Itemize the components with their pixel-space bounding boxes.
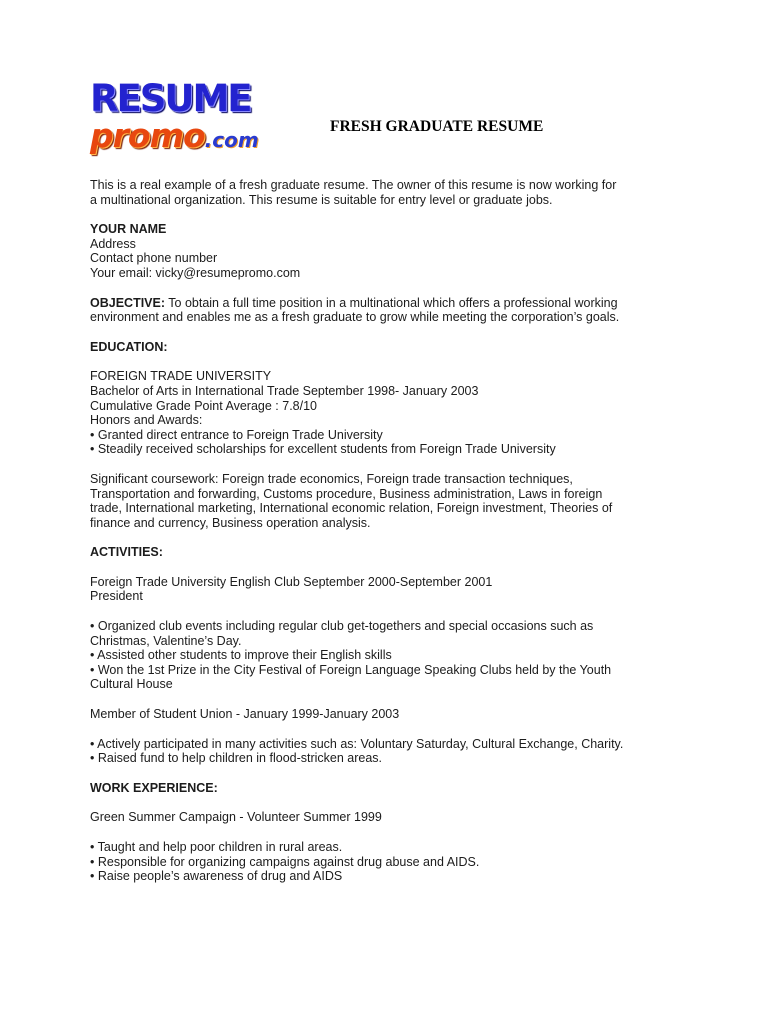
work-bullets [90,840,624,884]
bullet-item: • Actively participated in many activities such as: Voluntary Saturday, Cultural Exchange, Charity. [90,736,624,751]
document-header [90,77,624,168]
bullet-item: • Organized club events including regular club get-togethers and special occasions such as Christmas, Valentine’s Day. [90,619,594,648]
education-degree: Bachelor of Arts in International Trade September 1998- January 2003 [90,383,479,398]
contact-name: YOUR NAME [90,222,167,237]
contact-block [90,222,624,280]
activities-union-bullets [90,737,624,766]
contact-email: Your email: vicky@resumepromo.com [90,265,301,280]
objective-text: To obtain a full time position in a multinational which offers a professional working environment and enables me as a fresh graduate to grow while meeting the corporation’s goals. [90,295,620,325]
education-block [90,369,624,457]
contact-phone: Contact phone number [90,251,218,266]
bullet-item: • Taught and help poor children in rural areas. [90,840,343,854]
bullet-item: • Raise people’s awareness of drug and AIDS [90,869,343,884]
activities-club-role: President [90,589,143,604]
bullet-item: • Assisted other students to improve their English skills [90,648,392,663]
education-honors-label: Honors and Awards: [90,413,203,428]
education-coursework: Significant coursework: Foreign trade economics, Foreign trade transaction techniques, Transportation and forwarding, Customs procedure, Business administration, Laws in foreign trade, International marketing, International economic relation, Foreign investment, Theories of finance and currency, Business operation analysis. [90,471,613,530]
activities-club-block [90,575,624,604]
section-heading-education: EDUCATION: [90,339,168,354]
bullet-item: • Granted direct entrance to Foreign Trade University [90,427,383,442]
education-gpa: Cumulative Grade Point Average : 7.8/10 [90,398,317,413]
page-title: FRESH GRADUATE RESUME [330,118,544,135]
section-heading-activities: ACTIVITIES: [90,545,163,560]
objective-label: OBJECTIVE: [90,295,166,310]
intro-paragraph: This is a real example of a fresh graduate resume. The owner of this resume is now working for a multinational organization. This resume is suitable for entry level or graduate jobs. [90,178,617,207]
logo-promo-text: promo [90,116,205,155]
activities-club-line: Foreign Trade University English Club September 2000-September 2001 [90,574,493,589]
bullet-item: • Responsible for organizing campaigns against drug abuse and AIDS. [90,854,480,869]
logo-bottom-row [90,116,262,155]
contact-address: Address [90,236,136,251]
bullet-item: • Won the 1st Prize in the City Festival of Foreign Language Speaking Clubs held by the Youth Cultural House [90,662,612,692]
bullet-item: • Steadily received scholarships for excellent students from Foreign Trade University [90,442,556,457]
work-job-line: Green Summer Campaign - Volunteer Summer 1999 [90,810,382,825]
document-content [90,77,624,899]
education-school: FOREIGN TRADE UNIVERSITY [90,369,272,384]
bullet-item: • Raised fund to help children in flood-stricken areas. [90,751,383,766]
objective-paragraph [90,296,624,325]
logo-dotcom-text: .com [204,128,259,152]
activities-union-line: Member of Student Union - January 1999-January 2003 [90,707,400,722]
logo-resume-text: RESUME [90,77,251,120]
section-heading-work-experience: WORK EXPERIENCE: [90,780,218,795]
resumepromo-logo [90,77,262,155]
activities-club-bullets [90,619,624,692]
